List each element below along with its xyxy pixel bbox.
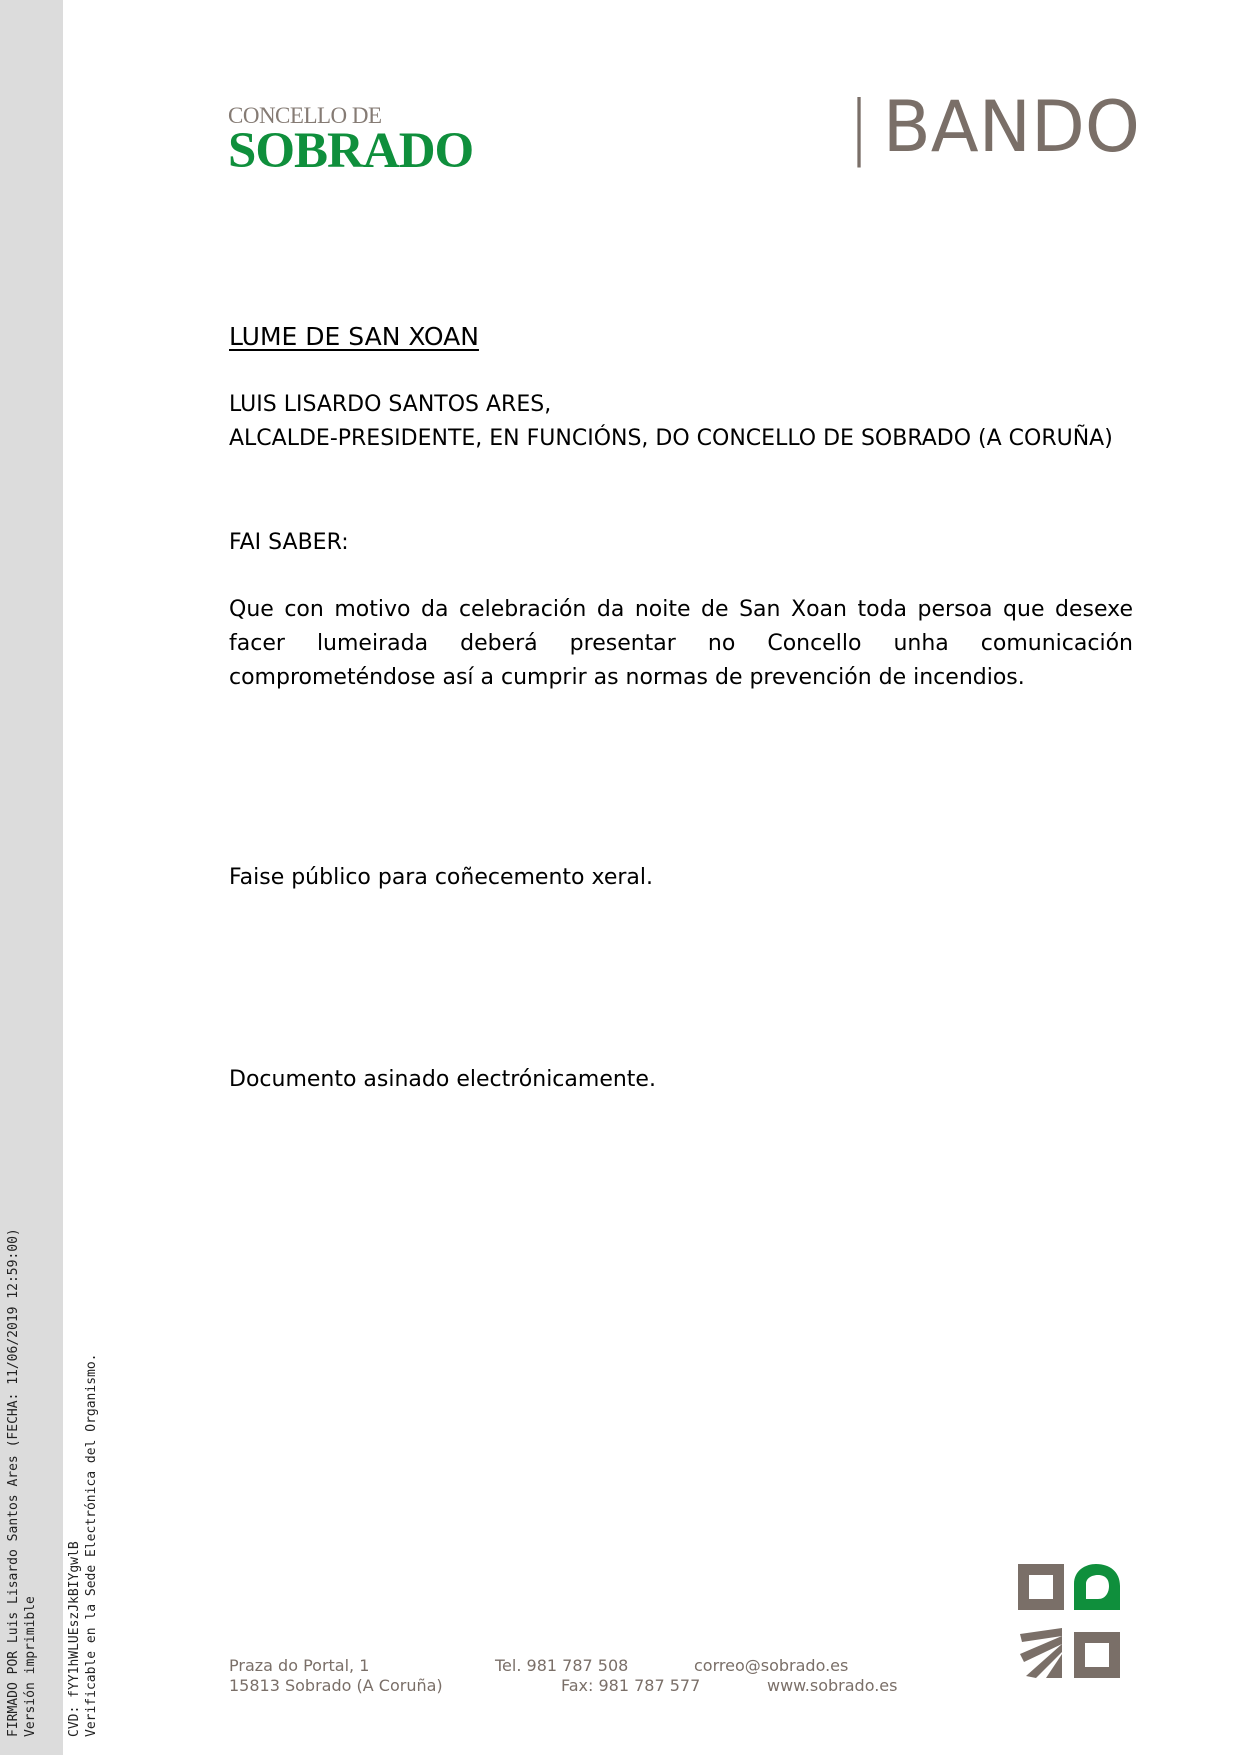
cvd-code-text: CVD: fYY1hWLUEszJkBIYgwlB <box>67 1541 82 1737</box>
address-line-2: 15813 Sobrado (A Coruña) <box>229 1676 443 1695</box>
signed-by-text: FIRMADO POR Luis Lisardo Santos Ares (FECHA: 11/06/2019 12:59:00) <box>6 1228 21 1737</box>
document-type-label: BANDO <box>882 86 1140 168</box>
document-title: LUME DE SAN XOAN <box>229 322 479 351</box>
logo-line-sobrado: SOBRADO <box>228 123 474 179</box>
concello-emblem-icon <box>1016 1562 1122 1680</box>
signature-note: Documento asinado electrónicamente. <box>229 1067 656 1092</box>
version-text: Versión imprimible <box>23 1596 38 1737</box>
logo-line-concello: CONCELLO DE <box>228 103 382 128</box>
website-address: www.sobrado.es <box>767 1676 898 1695</box>
body-paragraph: Que con motivo da celebración da noite de San Xoan toda persoa que desexe facer lumeirada deberá presentar no Concello unha comunicación comprometéndose así a cumprir as normas de prevención de incendios. <box>229 597 1133 690</box>
footer-address <box>229 1656 443 1696</box>
footer-contact <box>694 1656 897 1696</box>
signer-block <box>229 388 1133 456</box>
verifiable-text: Verificable en la Sede Electrónica del Organismo. <box>84 1353 99 1737</box>
fax-number: Fax: 981 787 577 <box>561 1676 701 1695</box>
email-address: correo@sobrado.es <box>694 1656 849 1675</box>
publicity-line: Faise público para coñecemento xeral. <box>229 865 653 890</box>
verification-stamp <box>66 1353 100 1737</box>
signer-role: ALCALDE-PRESIDENTE, EN FUNCIÓNS, DO CONCELLO DE SOBRADO (A CORUÑA) <box>229 426 1113 451</box>
signature-stamp <box>5 1228 39 1737</box>
phone-number: Tel. 981 787 508 <box>495 1656 629 1675</box>
footer-phone <box>495 1656 700 1696</box>
concello-logo <box>228 103 474 179</box>
heading-divider: | <box>847 86 871 168</box>
address-line-1: Praza do Portal, 1 <box>229 1656 370 1675</box>
announcement: FAI SABER: <box>229 530 349 555</box>
signer-name: LUIS LISARDO SANTOS ARES, <box>229 392 552 417</box>
document-type-heading <box>847 82 1140 172</box>
